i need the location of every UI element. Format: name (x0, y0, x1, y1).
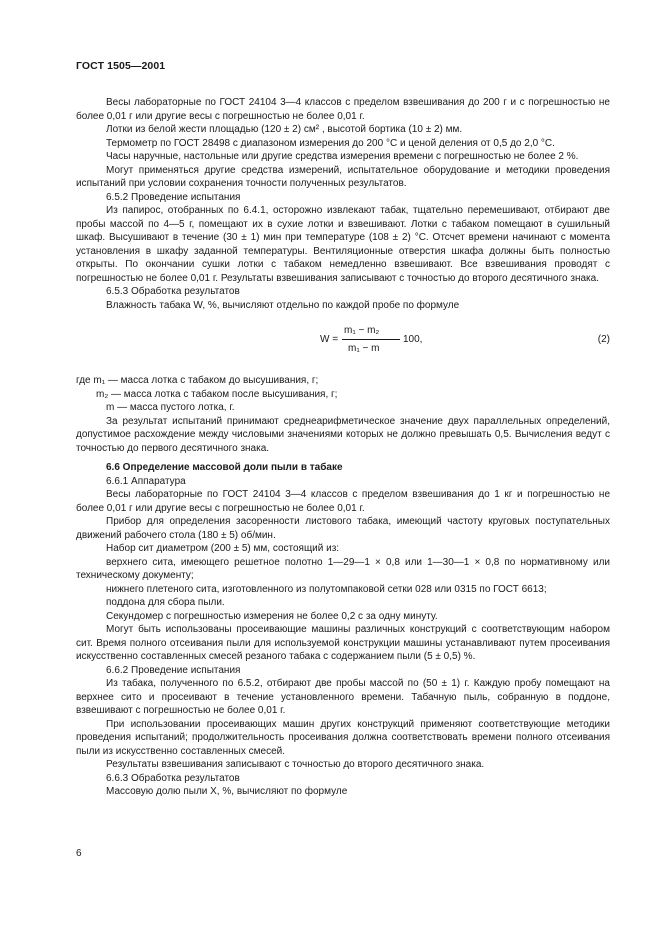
document-header: ГОСТ 1505—2001 (76, 60, 166, 72)
paragraph: Могут быть использованы просеивающие машины различных конструкций с соответствующим набором сит. Время полного отсеивания пыли для используемой конструкции машины устанавливают путем просеивания искусственно составленных смесей резаного табака с содержанием пыли (5 ± 0,5) %. (76, 624, 610, 662)
subsection-heading: 6.5.3 Обработка результатов (106, 286, 240, 297)
paragraph: Влажность табака W, %, вычисляют отдельно по каждой пробе по формуле (106, 299, 460, 311)
formula-tail: 100, (403, 334, 423, 345)
formula-numerator: m₁ − m₂ (344, 325, 380, 336)
paragraph: При использовании просеивающих машин других конструкций применяют соответствующие методики проведения испытаний; продолжительность просеивания должна соответствовать времени полного отсеивания пыли из искусственно составленных смесей. (76, 718, 610, 757)
paragraph: За результат испытаний принимают среднеарифметическое значение двух параллельных определений, допустимое расхождение между числовыми значениями которых не должно превышать 0,5. Вычисления ведут с точностью до первого десятичного знака. (76, 415, 610, 454)
paragraph: Весы лабораторные по ГОСТ 24104 3—4 классов с пределом взвешивания до 1 кг и погрешностью не более 0,01 г или другие весы с погрешностью не более 0,01 г. (76, 489, 610, 514)
legend-line: m₂ — масса лотка с табаком после высушивания, г; (96, 388, 338, 400)
list-item: нижнего плетеного сита, изготовленного из полутомпаковой сетки 028 или 0315 по ГОСТ 6613; (106, 583, 547, 595)
list-item: верхнего сита, имеющего решетное полотно 1—29—1 × 0,8 или 1—30—1 × 0,8 по нормативному или техническому документу; (76, 556, 610, 581)
paragraph: Весы лабораторные по ГОСТ 24104 3—4 классов с пределом взвешивания до 200 г и с погрешностью не более 0,01 г или другие весы с погрешностью не более 0,01 г. (76, 97, 610, 122)
section-heading: 6.6 Определение массовой доли пыли в табаке (106, 462, 343, 473)
subsection-heading: 6.5.2 Проведение испытания (106, 191, 241, 203)
page-number: 6 (76, 848, 82, 859)
formula-2 (76, 322, 610, 366)
paragraph: Лотки из белой жести площадью (120 ± 2) см² , высотой бортика (10 ± 2) мм. (106, 124, 463, 135)
fraction-bar (342, 339, 400, 340)
paragraph: Массовую долю пыли X, %, вычисляют по формуле (106, 786, 348, 797)
paragraph: Прибор для определения засоренности листового табака, имеющий частоту круговых поступательных движений рабочего стола (180 ± 5) об/мин. (76, 516, 610, 541)
formula-number: (2) (597, 334, 610, 345)
paragraph: Часы наручные, настольные или другие средства измерения времени с погрешностью не более 2 %. (106, 151, 579, 162)
paragraph: Из папирос, отобранных по 6.4.1, осторожно извлекают табак, тщательно перемешивают, отбирают две пробы массой по 4—5 г, помещают их в сухие лотки и взвешивают. Лотки с табаком помещают в сушильный шкаф. Высушивают в течение (30 ± 1) мин при температуре (108 ± 2) °С. Отсчет времени начинают с момента установления в шкафу заданной температуры. Вентиляционные отверстия шкафа должны быть полностью открыты. По окончании сушки лотки с табаком немедленно взвешивают. Все взвешивания проводят с погрешностью не более 0,01 г. Результаты взвешивания записывают с точностью до второго десятичного знака. (76, 205, 610, 284)
legend-line: m — масса пустого лотка, г. (106, 402, 235, 413)
variable-legend (76, 374, 610, 415)
list-item: поддона для сбора пыли. (106, 597, 225, 608)
subsection-heading: 6.6.1 Аппаратура (106, 475, 186, 487)
formula-denominator: m₁ − m (348, 343, 380, 354)
document-body (76, 96, 610, 799)
paragraph: Набор сит диаметром (200 ± 5) мм, состоящий из: (106, 543, 340, 554)
paragraph: Результаты взвешивания записывают с точностью до второго десятичного знака. (106, 759, 485, 770)
formula-lhs: W = (320, 334, 339, 345)
paragraph: Секундомер с погрешностью измерения не более 0,2 с за одну минуту. (106, 610, 438, 622)
paragraph: Могут применяться другие средства измерений, испытательное оборудование и методики проведения испытаний при условии сохранения точности полученных результатов. (76, 164, 610, 189)
subsection-heading: 6.6.3 Обработка результатов (106, 772, 240, 784)
paragraph: Термометр по ГОСТ 28498 с диапазоном измерения до 200 °С и ценой деления от 0,5 до 2,0 °С. (106, 137, 555, 149)
paragraph: Из табака, полученного по 6.5.2, отбирают две пробы массой по (50 ± 1) г. Каждую пробу помещают на верхнее сито и просеивают в течение установленного времени. Табачную пыль, собранную в поддоне, взвешивают с погрешностью не более 0,01 г. (76, 678, 610, 716)
legend-line: где m₁ — масса лотка с табаком до высушивания, г; (76, 375, 319, 386)
subsection-heading: 6.6.2 Проведение испытания (106, 664, 241, 676)
